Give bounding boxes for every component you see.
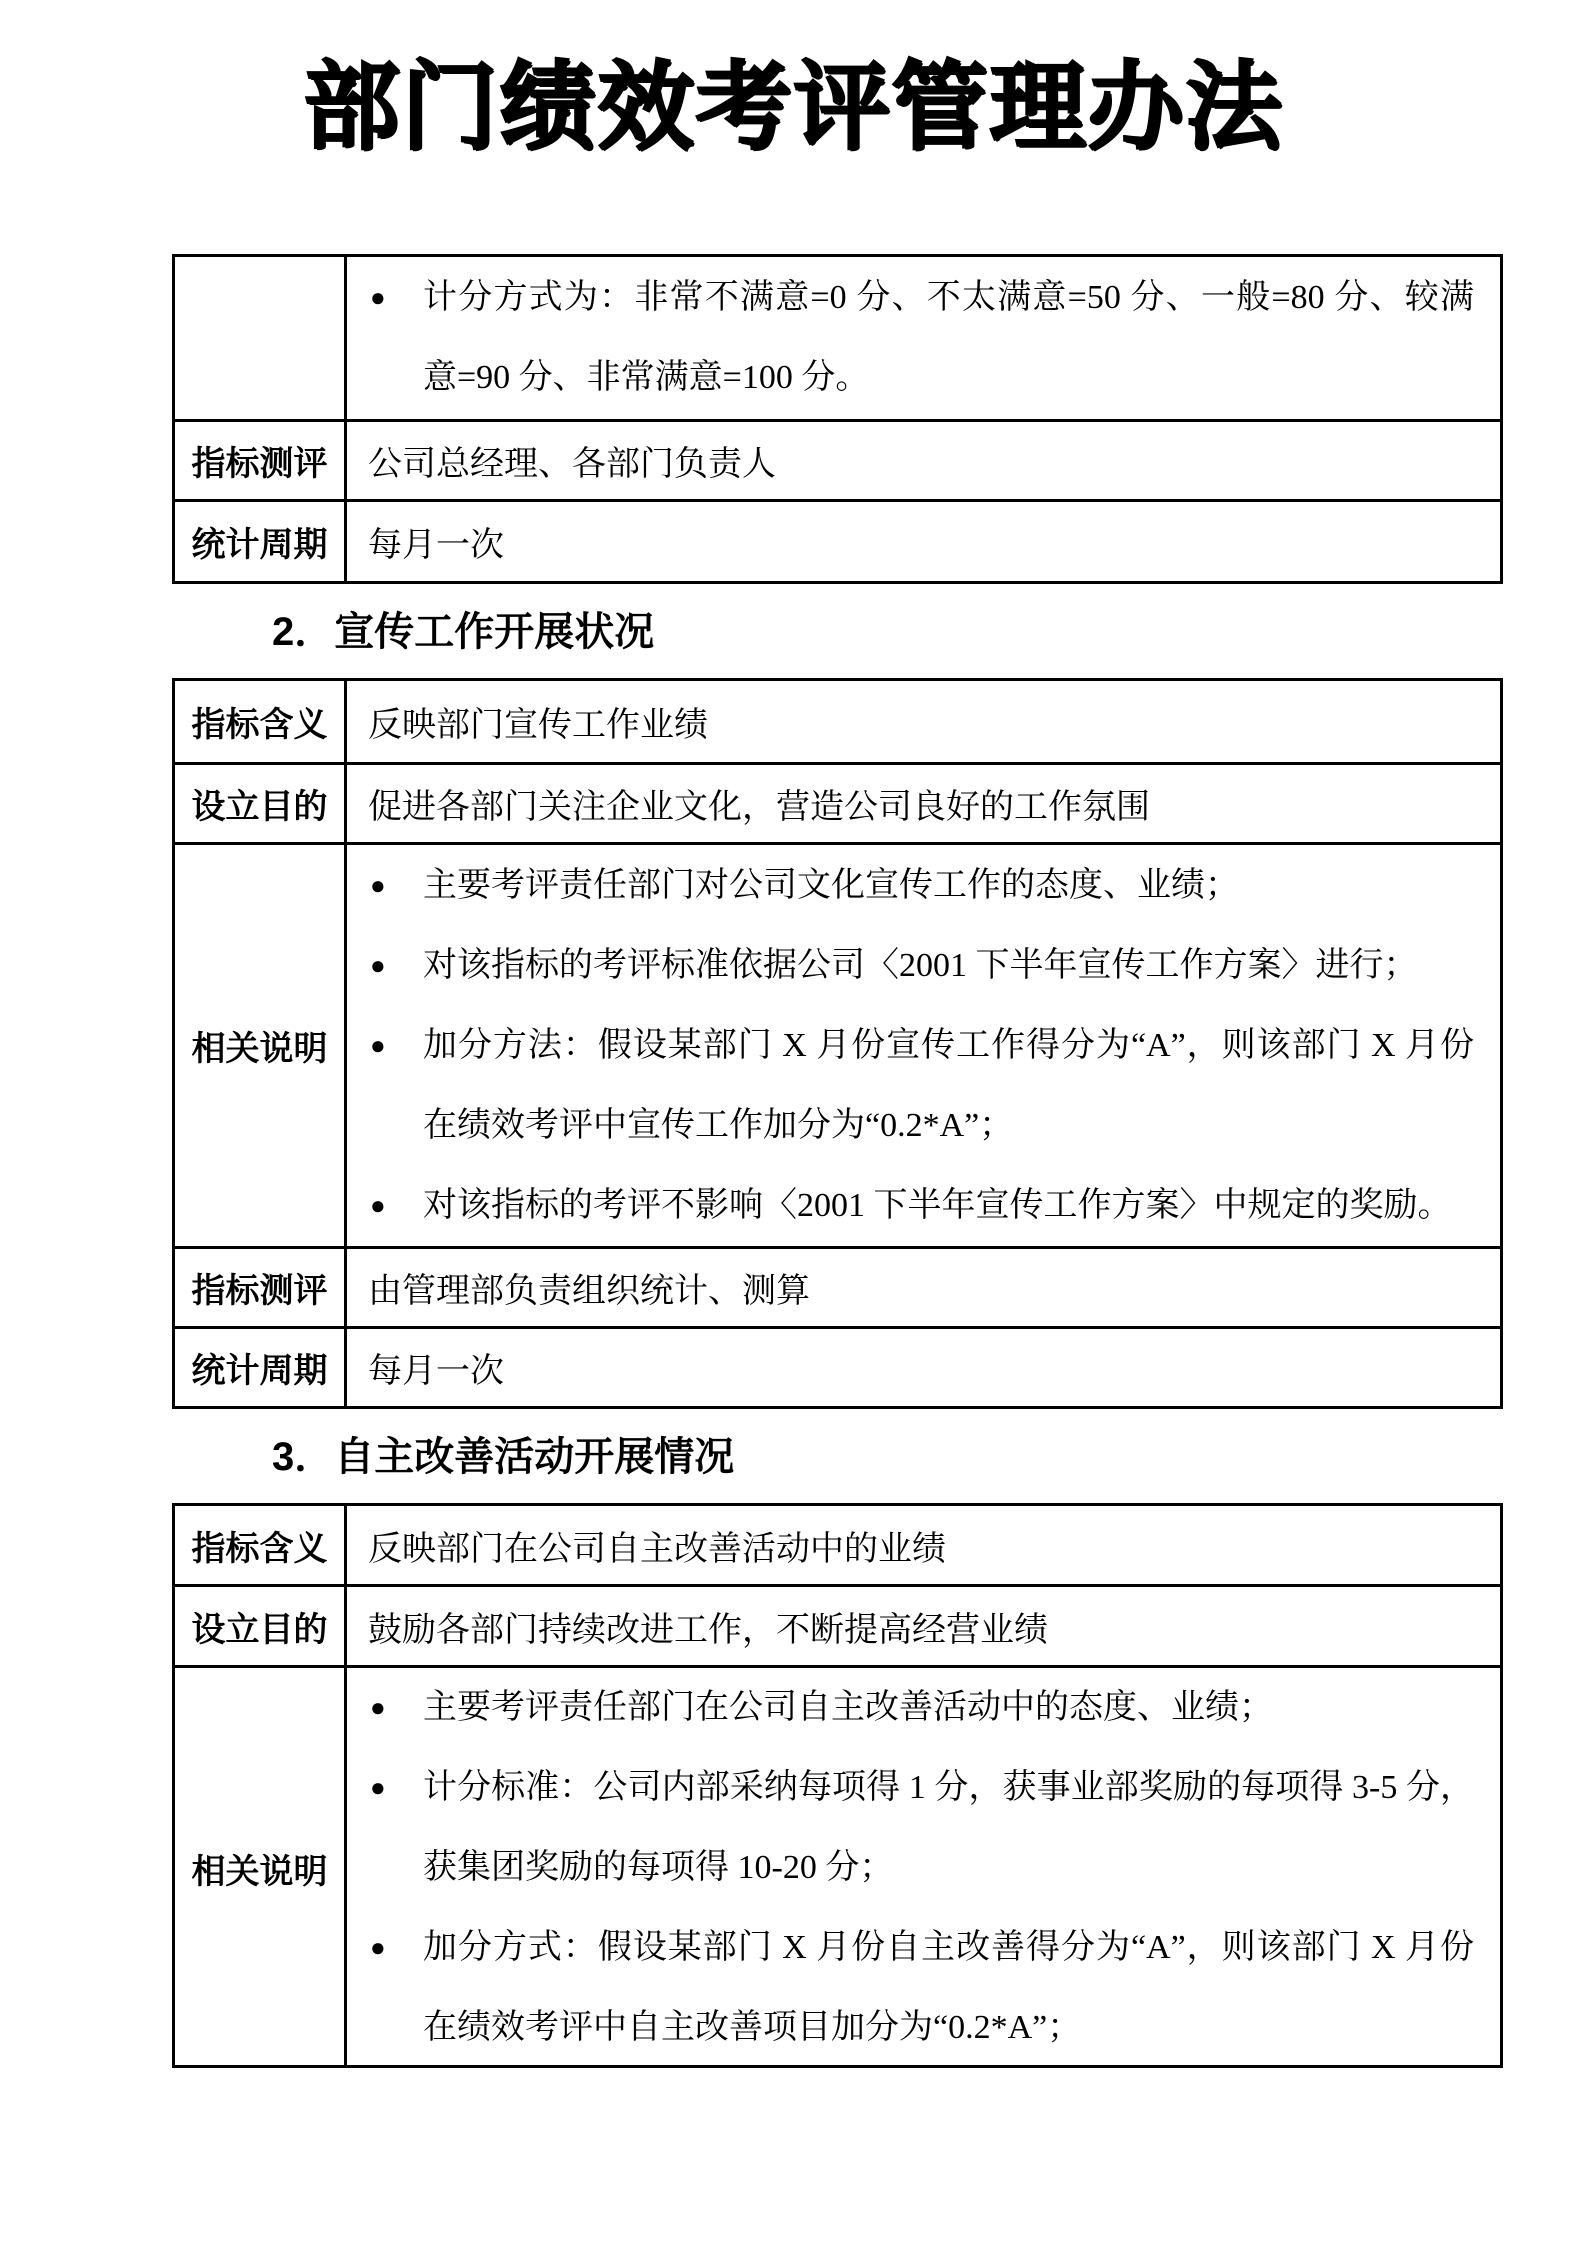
bullet-text: 加分方法：假设某部门 X 月份宣传工作得分为“A”，则该部门 X 月份在绩效考评中宣传工作加分为“0.2*A”； bbox=[423, 1026, 1474, 1144]
row-value: 由管理部负责组织统计、测算 bbox=[368, 1273, 810, 1310]
table-row bbox=[175, 1326, 1500, 1406]
row-label: 统计周期 bbox=[175, 502, 347, 581]
bullet-text: 对该指标的考评标准依据公司〈2001 下半年宣传工作方案〉进行； bbox=[423, 946, 1418, 984]
table-row bbox=[175, 842, 1500, 1246]
document-title: 部门绩效考评管理办法 bbox=[303, 51, 1284, 163]
table-row bbox=[175, 499, 1500, 581]
list-item bbox=[347, 1006, 1500, 1166]
table-row bbox=[175, 762, 1500, 842]
row-label: 指标含义 bbox=[175, 1506, 347, 1584]
row-value bbox=[347, 1668, 1500, 2068]
bullet-list bbox=[347, 258, 1500, 418]
bullet-icon: ● bbox=[370, 1773, 386, 1802]
row-label: 设立目的 bbox=[175, 1587, 347, 1665]
indicator-table-2 bbox=[172, 678, 1503, 1409]
table-row bbox=[175, 1665, 1500, 2065]
list-item bbox=[347, 1166, 1500, 1246]
row-label: 指标测评 bbox=[175, 1249, 347, 1326]
table-row bbox=[175, 419, 1500, 499]
list-item bbox=[347, 1908, 1500, 2068]
bullet-list bbox=[347, 1668, 1500, 2068]
list-item bbox=[347, 1668, 1500, 1748]
bullet-icon: ● bbox=[370, 870, 386, 900]
row-value: 每月一次 bbox=[368, 1353, 504, 1390]
list-item bbox=[347, 258, 1500, 418]
bullet-icon: ● bbox=[370, 1030, 386, 1060]
bullet-list bbox=[347, 846, 1500, 1246]
bullet-text: 计分方式为：非常不满意=0 分、不太满意=50 分、一般=80 分、较满意=90 分、非常满意=100 分。 bbox=[423, 279, 1474, 396]
section-heading-3: 3．自主改善活动开展情况 bbox=[272, 1435, 735, 1479]
bullet-text: 加分方式：假设某部门 X 月份自主改善得分为“A”，则该部门 X 月份在绩效考评中自主改善项目加分为“0.2*A”； bbox=[423, 1929, 1474, 2046]
bullet-text: 对该指标的考评不影响〈2001 下半年宣传工作方案〉中规定的奖励。 bbox=[423, 1186, 1452, 1224]
row-value bbox=[347, 257, 1500, 419]
bullet-text: 主要考评责任部门在公司自主改善活动中的态度、业绩； bbox=[423, 1689, 1273, 1726]
bullet-icon: ● bbox=[370, 1933, 386, 1962]
table-row bbox=[175, 257, 1500, 419]
list-item bbox=[347, 926, 1500, 1006]
row-value bbox=[347, 845, 1500, 1246]
row-label: 设立目的 bbox=[175, 765, 347, 842]
bullet-text: 计分标准：公司内部采纳每项得 1 分，获事业部奖励的每项得 3-5 分，获集团奖励的每项得 10-20 分； bbox=[423, 1769, 1474, 1886]
row-label: 指标含义 bbox=[175, 681, 347, 762]
bullet-icon: ● bbox=[370, 283, 386, 312]
table-row bbox=[175, 1584, 1500, 1665]
indicator-table-3 bbox=[172, 1503, 1503, 2068]
list-item bbox=[347, 1748, 1500, 1908]
bullet-icon: ● bbox=[370, 950, 386, 980]
bullet-text: 主要考评责任部门对公司文化宣传工作的态度、业绩； bbox=[423, 866, 1239, 904]
row-label: 相关说明 bbox=[175, 1668, 347, 2068]
bullet-icon: ● bbox=[370, 1693, 386, 1722]
row-label: 指标测评 bbox=[175, 422, 347, 499]
row-label: 相关说明 bbox=[175, 845, 347, 1246]
bullet-icon: ● bbox=[370, 1190, 386, 1220]
list-item bbox=[347, 846, 1500, 926]
row-label bbox=[175, 257, 347, 419]
row-value: 公司总经理、各部门负责人 bbox=[368, 446, 776, 483]
row-value: 促进各部门关注企业文化，营造公司良好的工作氛围 bbox=[368, 789, 1150, 826]
row-value: 每月一次 bbox=[368, 527, 504, 564]
indicator-table-1 bbox=[172, 254, 1503, 584]
row-label: 统计周期 bbox=[175, 1329, 347, 1406]
row-value: 反映部门在公司自主改善活动中的业绩 bbox=[368, 1530, 946, 1568]
table-row bbox=[175, 1506, 1500, 1584]
table-row bbox=[175, 1246, 1500, 1326]
table-row bbox=[175, 681, 1500, 762]
row-value: 反映部门宣传工作业绩 bbox=[368, 707, 708, 744]
row-value: 鼓励各部门持续改进工作，不断提高经营业绩 bbox=[368, 1611, 1048, 1649]
section-heading-2: 2．宣传工作开展状况 bbox=[272, 610, 655, 654]
